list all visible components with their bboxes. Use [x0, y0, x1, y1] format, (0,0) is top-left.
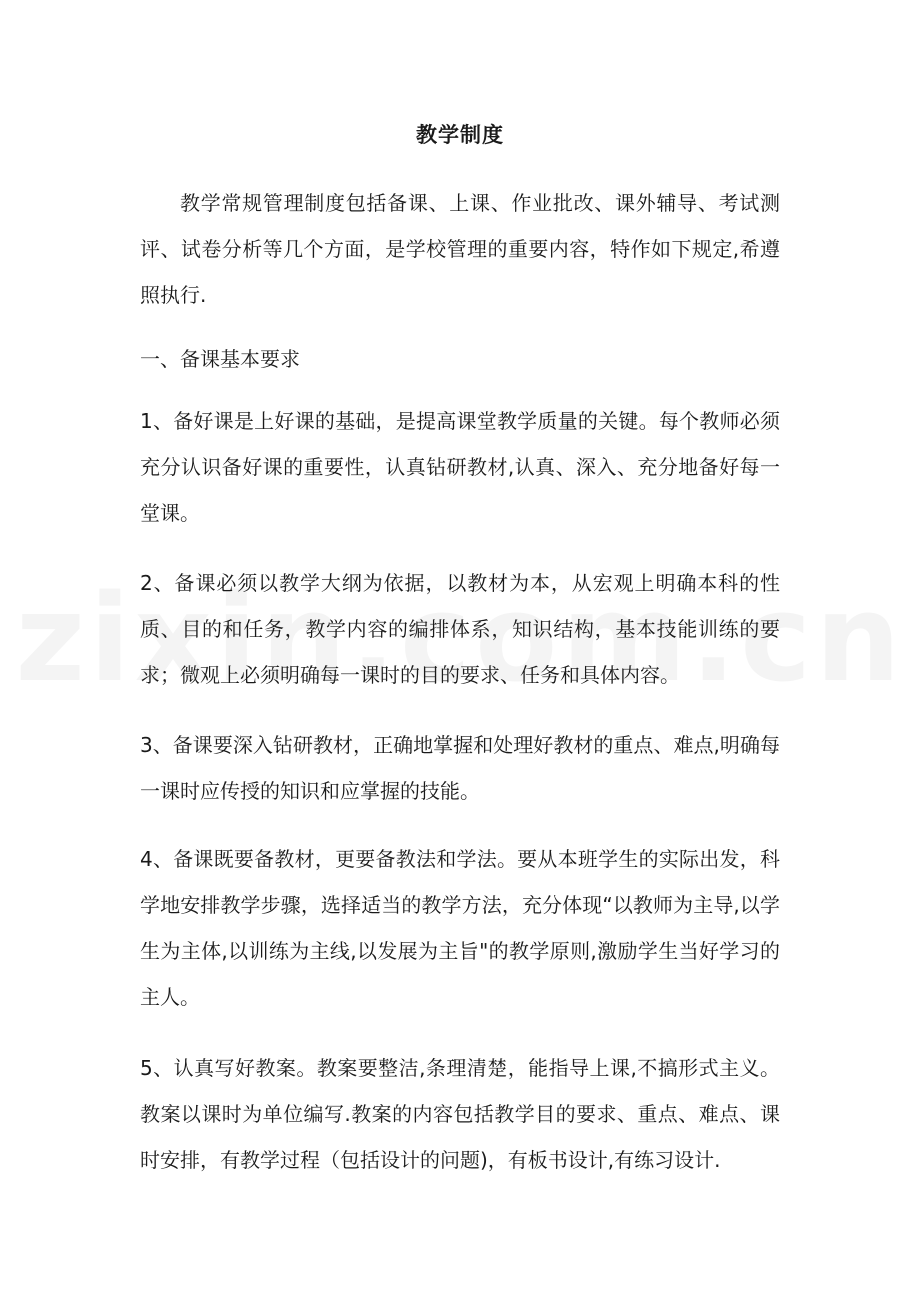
list-item-4: 4、备课既要备教材，更要备教法和学法。要从本班学生的实际出发，科学地安排教学步骤，选择适当的教学方法，充分体现“以教师为主导,以学生为主体,以训练为主线,以发展为主旨"的教学原则,激励学生当好学习的主人。 — [140, 847, 780, 1009]
list-item-1: 1、备好课是上好课的基础，是提高课堂教学质量的关键。每个教师必须充分认识备好课的重要性，认真钻研教材,认真、深入、充分地备好每一堂课。 — [140, 409, 780, 525]
document-title: 教学制度 — [416, 123, 504, 147]
intro-paragraph: 教学常规管理制度包括备课、上课、作业批改、课外辅导、考试测评、试卷分析等几个方面，是学校管理的重要内容，特作如下规定,希遵照执行. — [140, 191, 780, 307]
list-item-3: 3、备课要深入钻研教材，正确地掌握和处理好教材的重点、难点,明确每一课时应传授的知识和应掌握的技能。 — [140, 733, 780, 803]
section-heading: 一、备课基本要求 — [140, 347, 300, 371]
list-item-2: 2、备课必须以教学大纲为依据，以教材为本，从宏观上明确本科的性质、目的和任务，教学内容的编排体系，知识结构，基本技能训练的要求；微观上必须明确每一课时的目的要求、任务和具体内容。 — [140, 571, 780, 687]
list-item-5: 5、认真写好教案。教案要整洁,条理清楚，能指导上课,不搞形式主义。教案以课时为单位编写.教案的内容包括教学目的要求、重点、难点、课时安排，有教学过程（包括设计的问题)，有板书设计,有练习设计. — [140, 1056, 780, 1172]
